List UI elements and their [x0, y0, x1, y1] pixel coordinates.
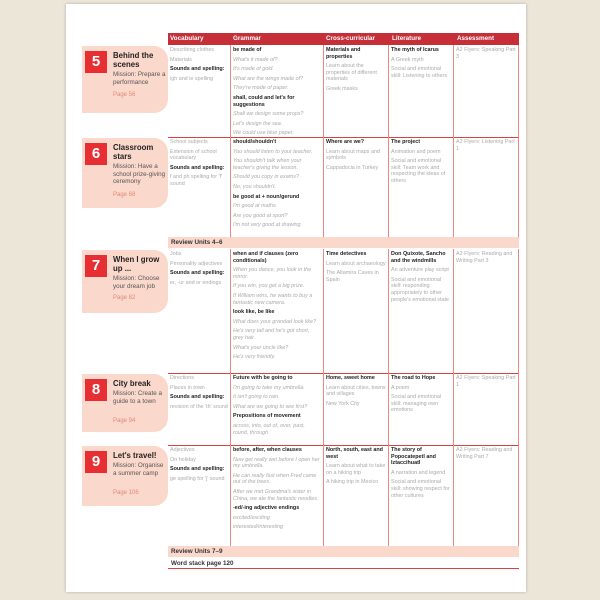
- cell-cross: [324, 373, 389, 445]
- cell-line: Social and emotional skill: Listening to others: [391, 66, 448, 79]
- cell-line: Directions: [170, 375, 194, 381]
- cell-assess: [454, 445, 519, 546]
- cell-line: You should listen to your teacher.: [233, 148, 313, 155]
- cell-cross: [324, 445, 389, 546]
- unit-title: Behind the scenes: [113, 51, 154, 69]
- cell-line: A hiking trip in Mexico: [326, 479, 379, 486]
- cell-line: Let's design the sea.: [233, 120, 283, 127]
- cell-grammar: [231, 45, 324, 137]
- cell-line: igh and ie spelling: [170, 75, 214, 82]
- cell-assess: [454, 137, 519, 237]
- cell-line: Social and emotional skill: managing own emotions: [391, 394, 442, 414]
- unit-number: 7: [85, 255, 107, 277]
- cell-lit: [389, 137, 454, 237]
- cell-line: They're made of paper.: [233, 85, 289, 92]
- cell-line: I'm not very good at drawing.: [233, 222, 303, 229]
- cell-vocab: [168, 373, 231, 445]
- cell-line: Jobs: [170, 251, 182, 257]
- cell-line: Future with be going to: [233, 375, 293, 381]
- cell-lit: [389, 445, 454, 546]
- cell-line: I'm good at maths.: [233, 203, 278, 210]
- unit-card-5[interactable]: [82, 46, 168, 113]
- header-cross-curricular: Cross-curricular: [326, 35, 375, 42]
- cell-line: Cappadocia in Turkey: [326, 164, 379, 171]
- header-grammar: Grammar: [233, 35, 262, 42]
- unit-page: Page 56: [113, 92, 136, 98]
- cell-line: Learn about maps and symbols: [326, 148, 380, 162]
- unit-mission: Mission: Have a school prize-giving ceremony: [113, 163, 166, 186]
- cell-line: The story of Popocatepetl and Iztaccihuatl: [391, 447, 436, 467]
- cell-line: Are you good at sport?: [233, 212, 288, 219]
- cell-vocab: [168, 249, 231, 373]
- cell-line: Learn about the properties of different materials: [326, 63, 377, 83]
- cell-line: A2 Flyers: Reading and Writing Part 7: [456, 447, 513, 460]
- cell-line: Materials: [170, 56, 192, 63]
- cell-line: Time detectives: [326, 251, 367, 257]
- cell-line: across, into, out of, over, past, round, through: [233, 422, 305, 436]
- cell-line: Animation and poem: [391, 148, 441, 155]
- cell-line: What are we going to see first?: [233, 403, 308, 410]
- cell-line: What does your grandad look like?: [233, 318, 317, 325]
- cell-line: Places in town: [170, 384, 205, 391]
- review-units-4-6: Review Units 4–6: [168, 237, 519, 248]
- unit-page: Page 82: [113, 295, 136, 301]
- cell-line: Social and emotional skill: responding appropriately to other people's emotional state: [391, 276, 449, 303]
- cell-line: f and ph spelling for 'f' sound: [170, 174, 223, 187]
- unit-page: Page 106: [113, 490, 139, 496]
- cell-line: interested/interesting: [233, 524, 284, 531]
- cell-line: What's it made of?: [233, 56, 278, 63]
- cell-line: when and if clauses (zero conditionals): [233, 251, 299, 264]
- cell-line: Materials and properties: [326, 47, 361, 60]
- cell-grammar: [231, 137, 324, 237]
- cell-line: If William wins, he wants to buy a fantastic new camera.: [233, 292, 313, 306]
- cell-line: The road to Hope: [391, 375, 436, 381]
- review-units-7-9: Review Units 7–9: [168, 546, 519, 557]
- header-vocabulary: Vocabulary: [170, 35, 204, 42]
- cell-line: Prepositions of movement: [233, 413, 301, 420]
- cell-line: Describing clothes: [170, 47, 215, 53]
- cell-line: Social and emotional skill: Team work and respecting the ideas of others: [391, 158, 446, 184]
- cell-line: Personality adjectives: [170, 260, 223, 267]
- cell-vocab: [168, 45, 231, 137]
- cell-cross: [324, 137, 389, 237]
- cell-line: If you win, you get a big prize.: [233, 283, 305, 290]
- cell-line: Social and emotional skill: showing respect for other cultures: [391, 479, 450, 499]
- cell-lit: [389, 373, 454, 445]
- unit-mission: Mission: Prepare a performance: [113, 71, 166, 86]
- header-literature: Literature: [392, 35, 422, 42]
- header-assessment: Assessment: [457, 35, 495, 42]
- cell-line: What are the wings made of?: [233, 75, 304, 82]
- unit-number: 9: [85, 451, 107, 473]
- unit-number: 6: [85, 143, 107, 165]
- table-row: [168, 373, 519, 446]
- cell-line: We could use blue paper.: [233, 130, 294, 137]
- unit-page: Page 68: [113, 192, 136, 198]
- cell-line: Learn about what to take on a hiking trip: [326, 463, 386, 476]
- cell-line: School subjects: [170, 139, 208, 145]
- cell-line: Now get really wet before I open her my umbrella.: [233, 456, 320, 470]
- cell-line: No, you shouldn't.: [233, 183, 276, 190]
- cell-line: excited/exciting: [233, 514, 270, 521]
- cell-vocab: [168, 445, 231, 546]
- table-row: [168, 249, 519, 374]
- cell-line: Sounds and spelling:: [170, 270, 225, 277]
- cell-line: He can really fast when Fred came out of the trees.: [233, 472, 317, 486]
- unit-number: 8: [85, 379, 107, 401]
- table-row: [168, 45, 519, 138]
- cell-line: Adjectives: [170, 447, 195, 453]
- unit-card-8[interactable]: [82, 374, 168, 432]
- unit-title: When I grow up ...: [113, 255, 160, 273]
- word-stack-link[interactable]: Word stack page 120: [168, 558, 519, 569]
- cell-line: The myth of Icarus: [391, 47, 439, 53]
- unit-card-6[interactable]: [82, 138, 168, 208]
- cell-line: revision of the 'th' sound: [170, 403, 228, 410]
- cell-cross: [324, 45, 389, 137]
- cell-grammar: [231, 445, 324, 546]
- cell-line: Extension of school vocabulary: [170, 148, 217, 162]
- cell-line: should/shouldn't: [233, 139, 277, 145]
- cell-line: An adventure play script: [391, 267, 449, 274]
- table-row: [168, 137, 519, 238]
- cell-line: shall, could and let's for suggestions: [233, 94, 295, 108]
- cell-line: New York City: [326, 400, 360, 407]
- unit-mission: Mission: Choose your dream job: [113, 275, 160, 290]
- table-header: [168, 33, 519, 45]
- unit-page: Page 94: [113, 418, 136, 424]
- cell-line: Should you copy in exams?: [233, 174, 299, 181]
- cell-line: A2 Flyers: Listening Part 1: [456, 139, 515, 152]
- unit-card-9[interactable]: [82, 446, 168, 506]
- cell-line: A Greek myth: [391, 56, 424, 63]
- cell-grammar: [231, 249, 324, 373]
- cell-line: A narration and legend: [391, 469, 446, 476]
- cell-cross: [324, 249, 389, 373]
- cell-line: After we met Grandma's sister in China, we ate the fantastic noodles.: [233, 488, 319, 502]
- cell-line: Sounds and spelling:: [170, 164, 225, 171]
- unit-mission: Mission: Organise a summer camp: [113, 462, 164, 477]
- cell-line: A2 Flyers: Reading and Writing Part 3: [456, 251, 513, 264]
- cell-line: The project: [391, 139, 421, 145]
- unit-title: Let's travel!: [113, 451, 157, 460]
- cell-line: On holiday: [170, 456, 196, 463]
- cell-lit: [389, 249, 454, 373]
- cell-line: A2 Flyers: Speaking Part 3: [456, 47, 516, 60]
- cell-line: be good at + noun/gerund: [233, 193, 300, 200]
- cell-line: Shall we design some props?: [233, 111, 304, 118]
- cell-line: Where are we?: [326, 139, 365, 145]
- cell-grammar: [231, 373, 324, 445]
- cell-assess: [454, 373, 519, 445]
- cell-line: He's very tall and he's got short, grey hair.: [233, 328, 310, 341]
- cell-line: What's your uncle like?: [233, 344, 289, 351]
- cell-line: Learn about archaeology: [326, 260, 386, 267]
- unit-title: Classroom stars: [113, 143, 154, 161]
- cell-line: er, -ur and or endings: [170, 279, 222, 286]
- cell-line: Don Quixote, Sancho and the windmills: [391, 251, 446, 264]
- cell-line: -ed/-ing adjective endings: [233, 505, 300, 512]
- cell-assess: [454, 249, 519, 373]
- cell-line: ge spelling for 'j' sound: [170, 475, 225, 482]
- unit-number: 5: [85, 51, 107, 73]
- cell-line: You shouldn't talk when your teacher's giving the lesson.: [233, 158, 302, 171]
- cell-line: When you dance, you look in the mirror.: [233, 267, 312, 280]
- cell-line: The Altamira Caves in Spain: [326, 270, 379, 283]
- unit-mission: Mission: Create a guide to a town: [113, 390, 162, 405]
- cell-vocab: [168, 137, 231, 237]
- cell-line: Sounds and spelling:: [170, 466, 225, 473]
- cell-line: Home, sweet home: [326, 375, 375, 381]
- cell-line: Greek masks: [326, 85, 358, 92]
- cell-line: be made of: [233, 47, 262, 53]
- cell-assess: [454, 45, 519, 137]
- cell-line: A2 Flyers: Speaking Part 1: [456, 375, 516, 388]
- cell-line: I'm going to take my umbrella.: [233, 384, 305, 391]
- cell-line: A poem: [391, 384, 410, 391]
- cell-lit: [389, 45, 454, 137]
- cell-line: before, after, when clauses: [233, 447, 302, 453]
- cell-line: Sounds and spelling:: [170, 394, 225, 401]
- unit-card-7[interactable]: [82, 250, 168, 313]
- cell-line: Learn about cities, towns and villages: [326, 384, 386, 398]
- cell-line: It's made of gold.: [233, 66, 274, 73]
- cell-line: look like, be like: [233, 309, 275, 316]
- cell-line: It isn't going to rain.: [233, 394, 280, 401]
- cell-line: North, south, east and west: [326, 447, 383, 460]
- unit-title: City break: [113, 379, 151, 388]
- cell-line: Sounds and spelling:: [170, 66, 225, 73]
- table-row: [168, 445, 519, 547]
- cell-line: He's very friendly.: [233, 354, 276, 361]
